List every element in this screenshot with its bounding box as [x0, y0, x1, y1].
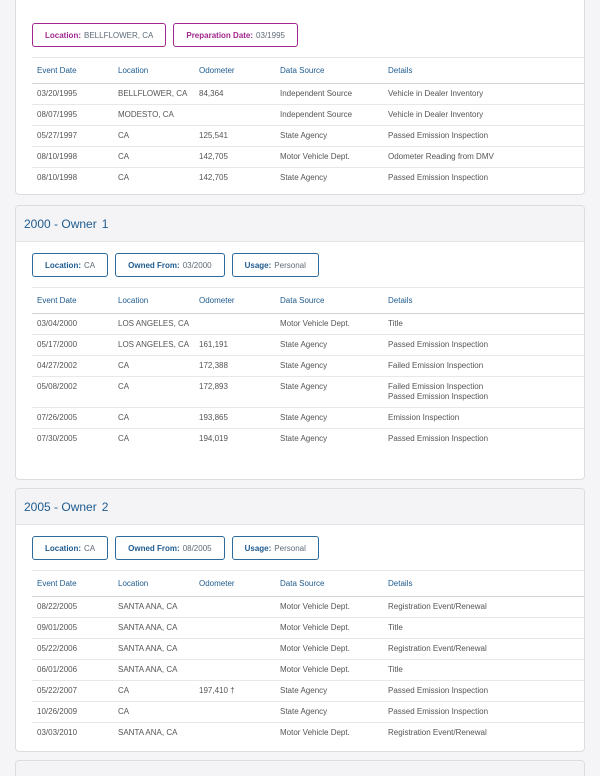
owner-2-history-table [32, 570, 585, 743]
cell-source: State Agency [275, 377, 383, 408]
cell-location: CA [118, 434, 130, 443]
location-badge [32, 536, 108, 560]
owner-2-badges [16, 536, 584, 560]
cell-source: Independent Source [275, 105, 383, 126]
cell-odometer: 142,705 [199, 173, 228, 182]
details-line: Failed Emission Inspection [388, 382, 484, 391]
cell-odometer: 161,191 [194, 335, 275, 356]
cell-details [383, 377, 585, 408]
usage-badge [232, 536, 319, 560]
cell-odometer: 172,388 [194, 356, 275, 377]
cell-date: 05/17/2000 [32, 335, 113, 356]
cell-details: Vehicle in Dealer Inventory [383, 105, 585, 126]
cell-source: State Agency [280, 173, 328, 182]
cell-details: Registration Event/Renewal [388, 728, 487, 737]
column-header-location: Location [113, 571, 194, 597]
cell-details: Emission Inspection [383, 408, 585, 429]
cell-source: Motor Vehicle Dept. [275, 147, 383, 168]
usage-badge [232, 253, 319, 277]
badge-value: 03/1995 [256, 30, 285, 40]
owner-title: 2005 - Owner [24, 499, 97, 514]
cell-source: Motor Vehicle Dept. [275, 314, 383, 335]
cell-location: MODESTO, CA [113, 105, 194, 126]
cell-date: 08/10/1998 [37, 173, 78, 182]
cell-odometer [194, 639, 275, 660]
badge-label: Location: [45, 30, 81, 40]
cell-location: CA [118, 173, 130, 182]
cell-odometer: 197,410 † [194, 681, 275, 702]
table-row [32, 408, 585, 429]
column-header-event-date: Event Date [32, 58, 113, 84]
table-row [32, 702, 585, 723]
cell-date: 03/20/1995 [32, 84, 113, 105]
cell-date: 08/22/2005 [32, 597, 113, 618]
prior-history-card [15, 0, 585, 195]
badge-label: Preparation Date: [186, 30, 254, 40]
owner-2-card [15, 488, 585, 752]
prior-history-table [32, 57, 585, 188]
cell-details: Registration Event/Renewal [383, 597, 585, 618]
owner-1-card [15, 205, 585, 480]
cell-odometer [194, 702, 275, 723]
cell-details: Title [383, 314, 585, 335]
cell-date: 05/22/2007 [32, 681, 113, 702]
cell-source: Motor Vehicle Dept. [275, 618, 383, 639]
cell-location: CA [113, 681, 194, 702]
table-row [32, 597, 585, 618]
table-header-row [32, 571, 585, 597]
table-header-row [32, 288, 585, 314]
badge-label: Location: [45, 543, 81, 553]
cell-location: SANTA ANA, CA [113, 639, 194, 660]
cell-date: 03/04/2000 [32, 314, 113, 335]
cell-odometer: 142,705 [194, 147, 275, 168]
column-header-details: Details [383, 571, 585, 597]
cell-source: State Agency [275, 702, 383, 723]
cell-date: 05/22/2006 [32, 639, 113, 660]
cell-location: SANTA ANA, CA [118, 728, 178, 737]
cell-date: 09/01/2005 [32, 618, 113, 639]
cell-details: Passed Emission Inspection [388, 173, 489, 182]
column-header-data-source: Data Source [275, 288, 383, 314]
cell-location: CA [113, 702, 194, 723]
cell-odometer: 125,541 [194, 126, 275, 147]
table-row [32, 723, 585, 744]
cell-location: BELLFLOWER, CA [113, 84, 194, 105]
column-header-location: Location [113, 58, 194, 84]
owner-2-header[interactable] [16, 489, 584, 525]
cell-source: State Agency [275, 356, 383, 377]
location-badge [32, 23, 166, 47]
column-header-details: Details [383, 288, 585, 314]
badge-label: Usage: [244, 543, 272, 553]
details-line: Passed Emission Inspection [388, 392, 489, 401]
owner-1-history-table [32, 287, 585, 449]
cell-location: CA [113, 356, 194, 377]
cell-source: Independent Source [275, 84, 383, 105]
badge-value: Personal [274, 260, 306, 270]
cell-odometer [194, 314, 275, 335]
column-header-data-source: Data Source [275, 58, 383, 84]
cell-date: 05/08/2002 [32, 377, 113, 408]
badge-value: CA [84, 543, 96, 553]
owned-from-badge [115, 253, 224, 277]
cell-odometer [194, 660, 275, 681]
cell-details: Passed Emission Inspection [383, 702, 585, 723]
badge-label: Location: [45, 260, 81, 270]
cell-details: Failed Emission Inspection [383, 356, 585, 377]
cell-odometer: 84,364 [194, 84, 275, 105]
table-row [32, 168, 585, 189]
cell-source: Motor Vehicle Dept. [275, 660, 383, 681]
prior-badges [16, 23, 584, 47]
cell-date: 07/30/2005 [37, 434, 78, 443]
cell-details: Passed Emission Inspection [383, 335, 585, 356]
column-header-details: Details [383, 58, 585, 84]
cell-date: 05/27/1997 [32, 126, 113, 147]
cell-date: 10/26/2009 [32, 702, 113, 723]
table-row [32, 618, 585, 639]
cell-location: SANTA ANA, CA [113, 618, 194, 639]
owner-number: 1 [101, 216, 109, 231]
table-row [32, 639, 585, 660]
cell-location: CA [113, 126, 194, 147]
badge-value: 08/2005 [182, 543, 212, 553]
column-header-event-date: Event Date [32, 288, 113, 314]
cell-odometer [194, 105, 275, 126]
column-header-odometer: Odometer [194, 58, 275, 84]
cell-source: State Agency [280, 434, 328, 443]
badge-value: 03/2000 [182, 260, 212, 270]
cell-odometer: 172,893 [194, 377, 275, 408]
cell-odometer [194, 597, 275, 618]
cell-source: State Agency [275, 335, 383, 356]
cell-odometer [194, 618, 275, 639]
table-row [32, 84, 585, 105]
cell-details: Passed Emission Inspection [383, 681, 585, 702]
table-row [32, 147, 585, 168]
cell-details: Title [383, 618, 585, 639]
table-row [32, 660, 585, 681]
cell-source: Motor Vehicle Dept. [280, 728, 350, 737]
cell-location: SANTA ANA, CA [113, 597, 194, 618]
cell-details: Passed Emission Inspection [388, 434, 489, 443]
table-row [32, 314, 585, 335]
column-header-odometer: Odometer [194, 571, 275, 597]
badge-value: BELLFLOWER, CA [84, 30, 154, 40]
table-row [32, 105, 585, 126]
column-header-location: Location [113, 288, 194, 314]
owned-from-badge [115, 536, 224, 560]
cell-date: 08/10/1998 [32, 147, 113, 168]
cell-odometer: 193,865 [194, 408, 275, 429]
badge-label: Owned From: [128, 543, 180, 553]
table-row [32, 126, 585, 147]
cell-odometer: 194,019 [199, 434, 228, 443]
cell-source: State Agency [275, 408, 383, 429]
table-row [32, 356, 585, 377]
badge-label: Usage: [244, 260, 272, 270]
cell-source: Motor Vehicle Dept. [275, 639, 383, 660]
cell-date: 03/03/2010 [37, 728, 78, 737]
owner-number: 2 [101, 499, 109, 514]
owner-1-header[interactable] [16, 206, 584, 242]
cell-date: 04/27/2002 [32, 356, 113, 377]
preparation-date-badge [173, 23, 298, 47]
column-header-event-date: Event Date [32, 571, 113, 597]
owner-1-badges [16, 253, 584, 277]
cell-date: 08/07/1995 [32, 105, 113, 126]
cell-location: SANTA ANA, CA [113, 660, 194, 681]
cell-date: 07/26/2005 [32, 408, 113, 429]
column-header-data-source: Data Source [275, 571, 383, 597]
cell-location: LOS ANGELES, CA [113, 314, 194, 335]
cell-date: 06/01/2006 [32, 660, 113, 681]
table-header-row [32, 58, 585, 84]
owner-title: 2000 - Owner [24, 216, 97, 231]
badge-label: Owned From: [128, 260, 180, 270]
column-header-odometer: Odometer [194, 288, 275, 314]
cell-location: CA [113, 377, 194, 408]
badge-value: Personal [274, 543, 306, 553]
table-row [32, 335, 585, 356]
cell-details: Title [383, 660, 585, 681]
cell-location: CA [113, 147, 194, 168]
cell-location: LOS ANGELES, CA [113, 335, 194, 356]
cell-source: Motor Vehicle Dept. [275, 597, 383, 618]
cell-source: State Agency [275, 126, 383, 147]
cell-odometer [194, 723, 275, 744]
cell-details: Registration Event/Renewal [383, 639, 585, 660]
cell-location: CA [113, 408, 194, 429]
table-row [32, 681, 585, 702]
table-row [32, 377, 585, 408]
cell-details: Odometer Reading from DMV [383, 147, 585, 168]
next-owner-card [15, 760, 585, 776]
cell-details: Vehicle in Dealer Inventory [383, 84, 585, 105]
cell-details: Passed Emission Inspection [383, 126, 585, 147]
table-row [32, 429, 585, 450]
location-badge [32, 253, 108, 277]
badge-value: CA [84, 260, 96, 270]
cell-source: State Agency [275, 681, 383, 702]
